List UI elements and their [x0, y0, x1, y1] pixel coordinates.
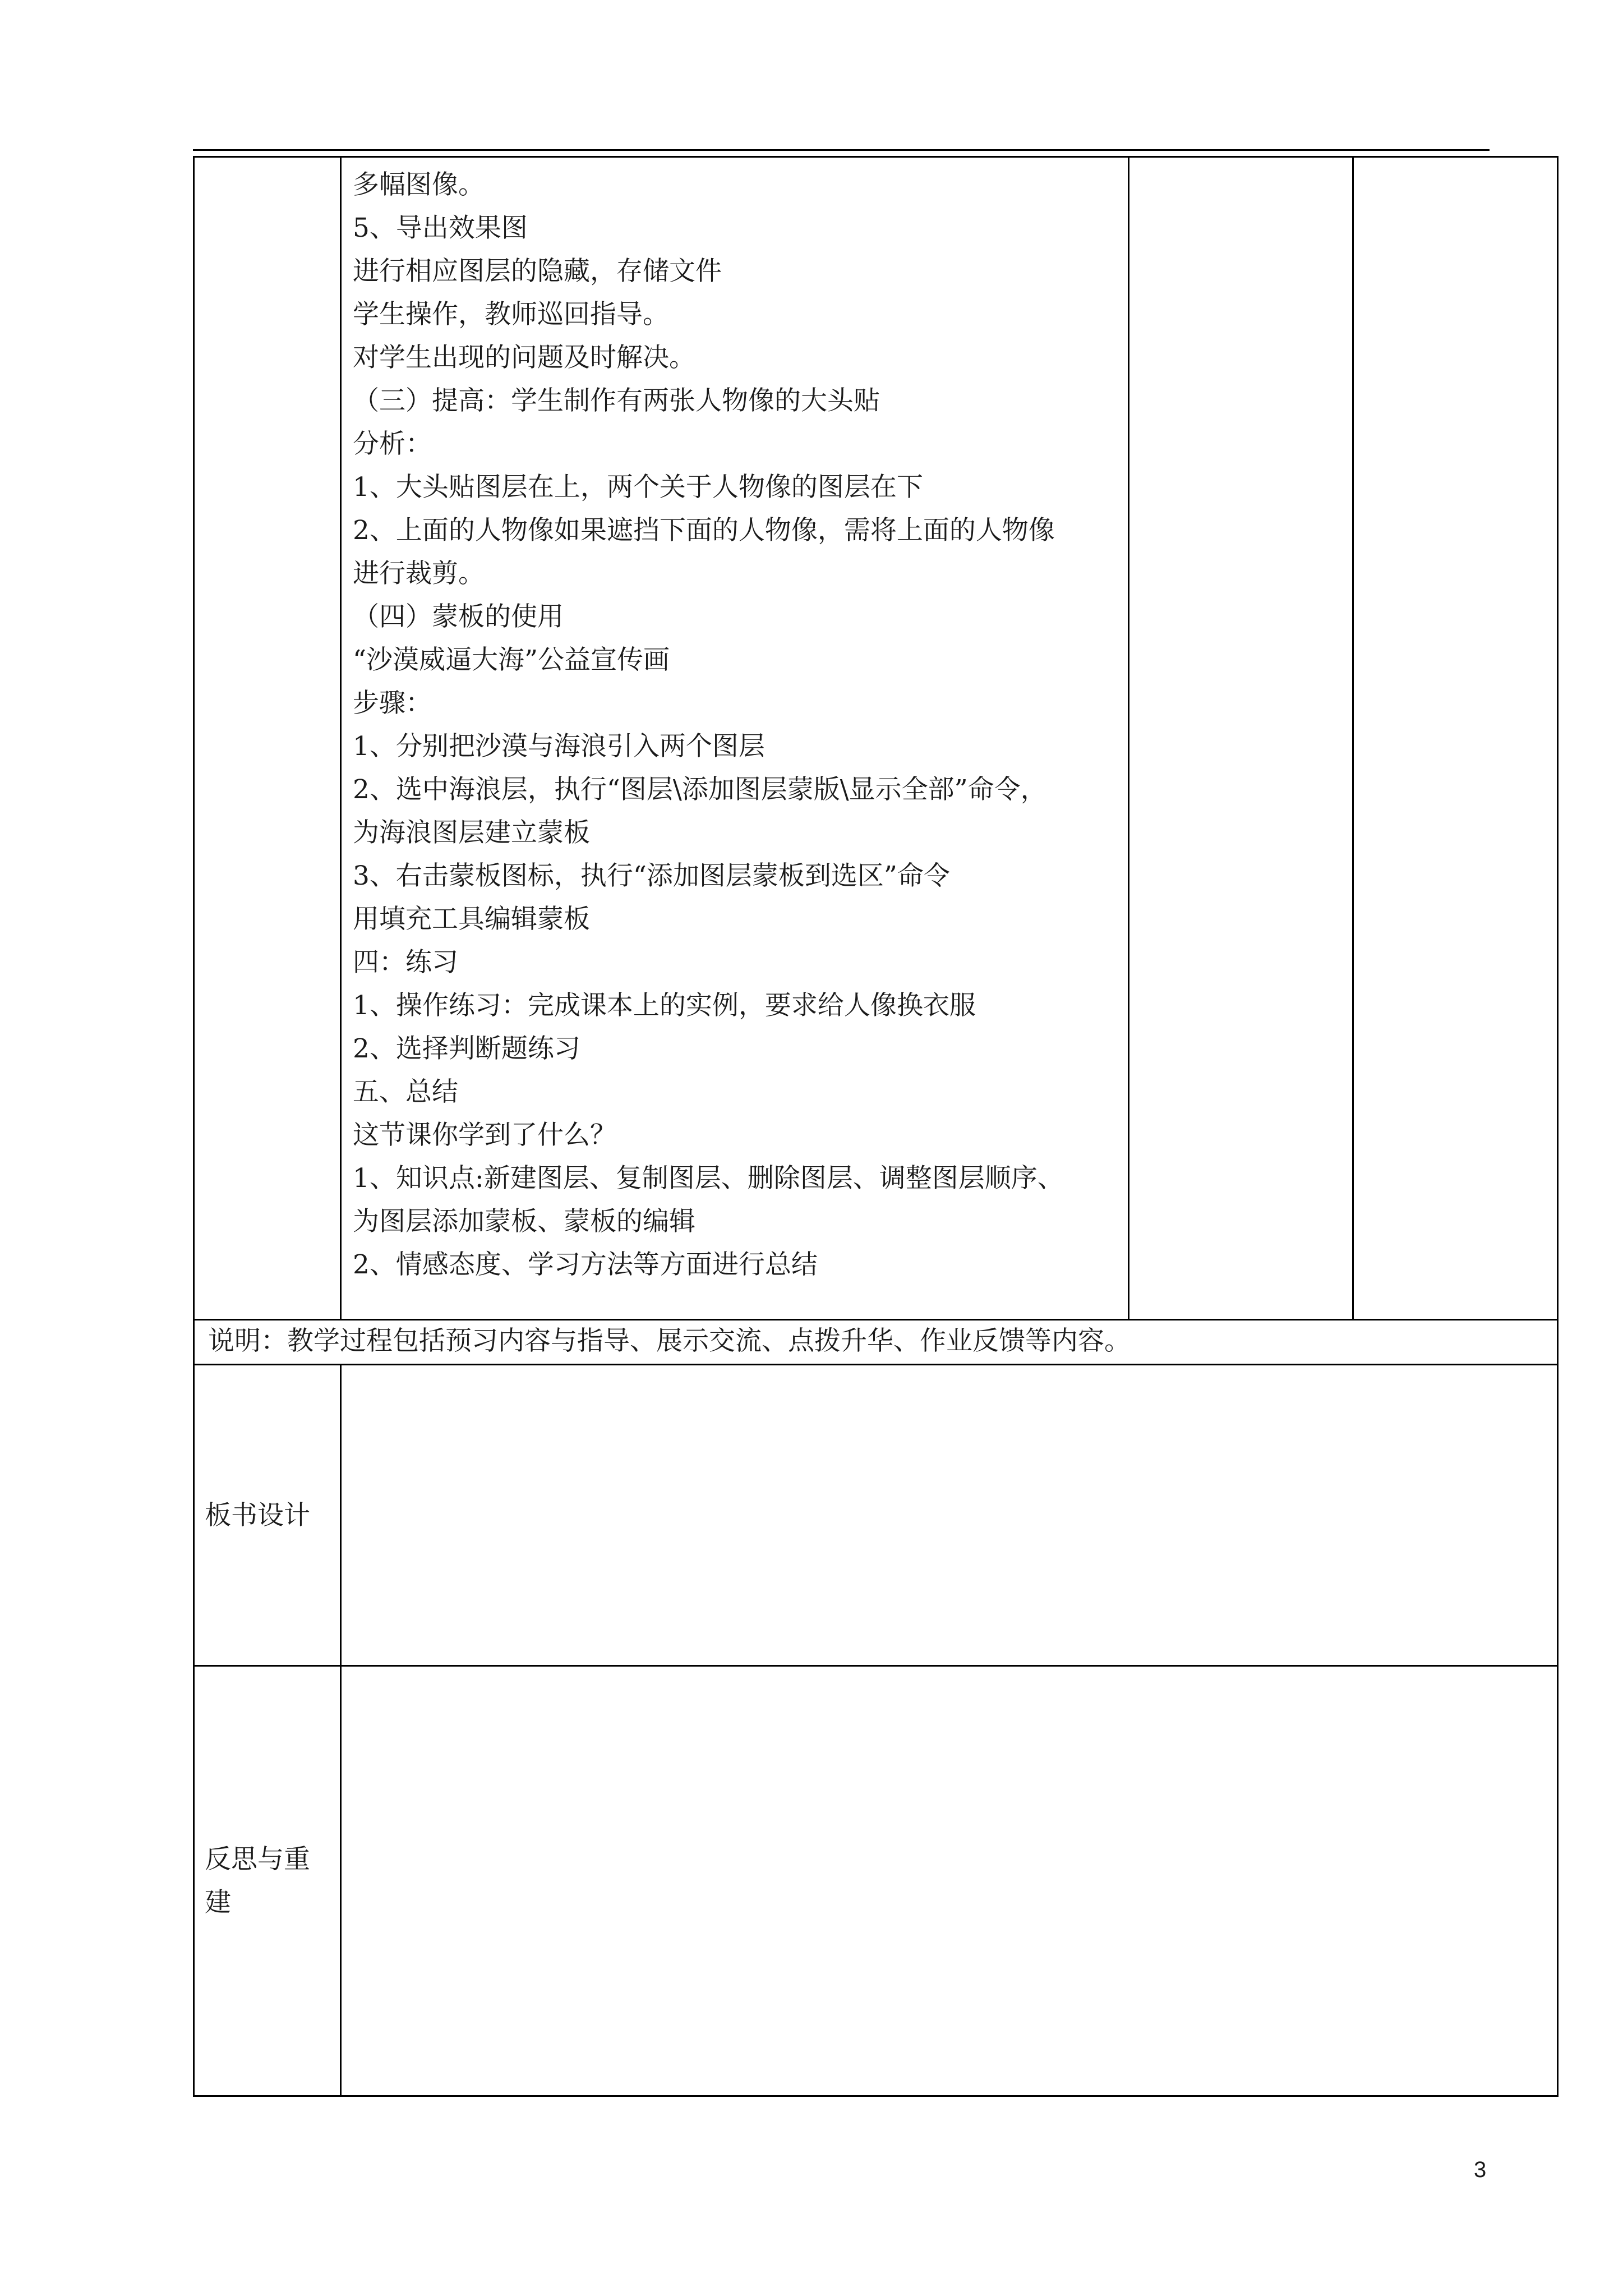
reflection-label: 反思与重建 [194, 1666, 341, 2096]
process-line: 步骤： [353, 688, 432, 719]
note-row [194, 1320, 1558, 1365]
header-rule [193, 149, 1490, 151]
board-design-label: 板书设计 [194, 1365, 341, 1666]
process-line: 多幅图像。 [353, 169, 485, 200]
process-line: 1、大头贴图层在上，两个关于人物像的图层在下 [353, 472, 923, 503]
process-line: （四）蒙板的使用 [353, 601, 564, 632]
process-line: 分析： [353, 429, 432, 459]
note-text: 说明：教学过程包括预习内容与指导、展示交流、点拨升华、作业反馈等内容。 [194, 1320, 1558, 1365]
reflection-content [341, 1666, 1558, 2096]
process-line: 1、操作练习：完成课本上的实例，要求给人像换衣服 [353, 990, 976, 1021]
process-line: （三）提高：学生制作有两张人物像的大头贴 [353, 385, 880, 416]
process-line: 五、总结 [353, 1076, 458, 1107]
process-line: 进行裁剪。 [353, 558, 485, 589]
process-line: 四：练习 [353, 947, 458, 978]
process-line: 进行相应图层的隐藏，存储文件 [353, 256, 722, 287]
process-line: 学生操作，教师巡回指导。 [353, 299, 669, 330]
process-line: 3、右击蒙板图标，执行“添加图层蒙板到选区”命令 [353, 861, 950, 891]
process-lines [353, 163, 1117, 1286]
lesson-plan-table [193, 156, 1559, 2097]
process-line: 1、知识点:新建图层、复制图层、删除图层、调整图层顺序、 [353, 1163, 1064, 1194]
process-line: 为海浪图层建立蒙板 [353, 817, 590, 848]
process-line: 对学生出现的问题及时解决。 [353, 342, 695, 373]
teaching-process-cell [341, 157, 1129, 1320]
process-line: 2、选择判断题练习 [353, 1033, 580, 1064]
process-line: 2、情感态度、学习方法等方面进行总结 [353, 1249, 818, 1280]
process-line: 这节课你学到了什么？ [353, 1120, 616, 1151]
teaching-process-row [194, 157, 1558, 1320]
process-line: 2、上面的人物像如果遮挡下面的人物像，需将上面的人物像 [353, 515, 1055, 546]
process-blank-cell-1 [1129, 157, 1353, 1320]
process-line: 用填充工具编辑蒙板 [353, 904, 590, 935]
board-design-content [341, 1365, 1558, 1666]
reflection-row [194, 1666, 1558, 2096]
process-line: 为图层添加蒙板、蒙板的编辑 [353, 1206, 695, 1237]
process-line: 1、分别把沙漠与海浪引入两个图层 [353, 731, 765, 762]
board-design-row [194, 1365, 1558, 1666]
page-number: 3 [1474, 2157, 1487, 2182]
process-line: 5、导出效果图 [353, 213, 528, 243]
process-line: “沙漠威逼大海”公益宣传画 [353, 645, 670, 675]
process-blank-cell-2 [1353, 157, 1558, 1320]
process-label-cell [194, 157, 341, 1320]
process-line: 2、选中海浪层，执行“图层\添加图层蒙版\显示全部”命令， [353, 774, 1047, 805]
